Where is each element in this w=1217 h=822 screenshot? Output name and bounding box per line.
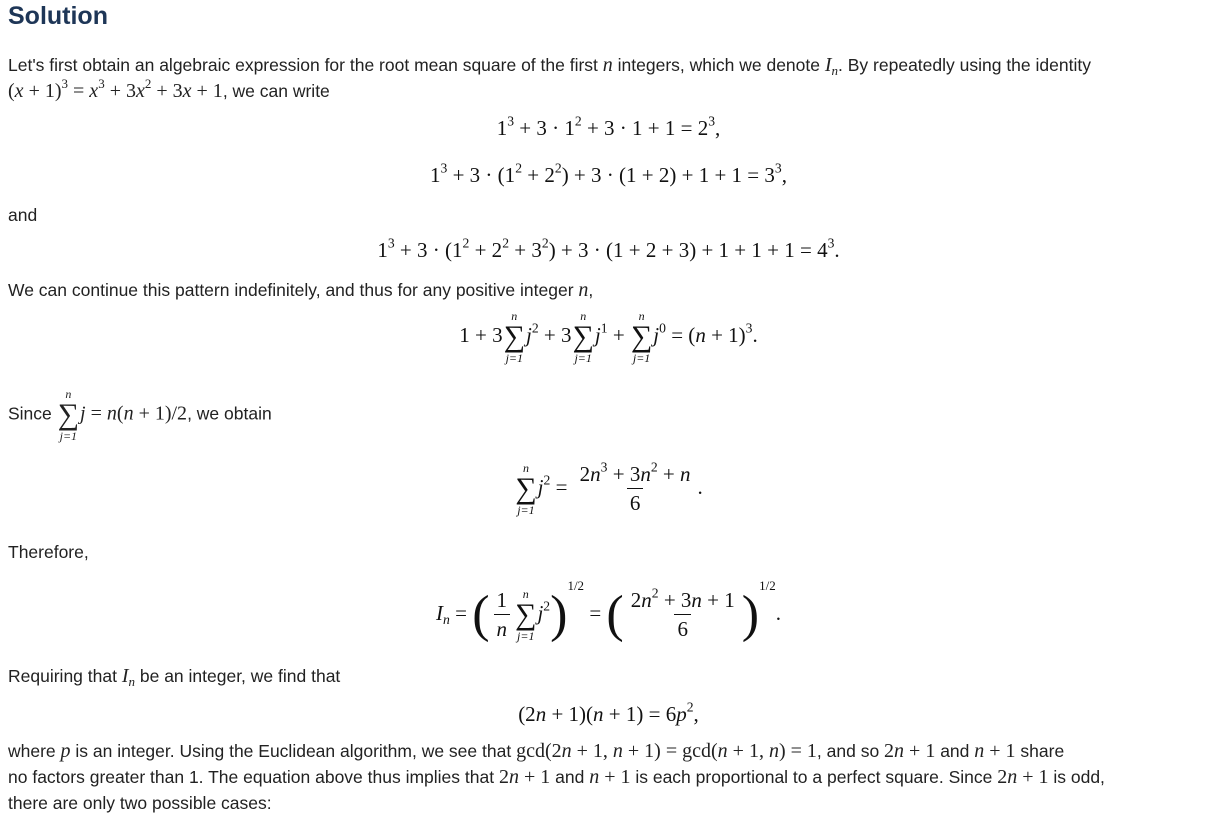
continue-paragraph: We can continue this pattern indefinitely, and thus for any positive integer n, [8, 279, 594, 301]
equation-1: $1^3 + 3 \cdot 1^2 + 3 \cdot 1 + 1 = 2^3$, [496, 113, 721, 140]
since-paragraph: Since n ∑ j=1 j = n(n + 1)/2, we obtain [8, 387, 272, 443]
therefore-label: Therefore, [8, 542, 89, 562]
requiring-paragraph: Requiring that $I_n$ be an integer, we find that [8, 665, 341, 689]
equation-2: $1^3 + 3 \cdot (1^2 + 2^2) + 3 \cdot (1 + 2) + 1 + 1 = 3^3$, [430, 160, 787, 187]
equation-rms: $I_n$ = ( $\frac{1}{n}$ n ∑ j=1 $j^2)^{1/2}$ = ( $\frac{2n^2 + 3n + 1}{6}$ )$^{1/2}$. [436, 578, 781, 644]
and-label: and [8, 205, 38, 225]
intro-paragraph: Let's first obtain an algebraic expression for the root mean square of the first n integers, which we denote $I_n$. By repeatedly using the identity $(x + 1)^3 = x^3 + 3x^2 + 3x + 1$, we can write [8, 54, 1091, 102]
equation-3: $1^3 + 3 \cdot (1^2 + 2^2 + 3^2) + 3 \cdot (1 + 2 + 3) + 1 + 1 + 1 = 4^3$. [377, 235, 840, 262]
section-title: Solution [8, 2, 108, 30]
equation-sum-identity: 1 + 3 n ∑ j=1 $j^2 + 3$ n ∑ j=1 $j^1$ + n ∑ j=1 $j^0 = (n + 1)^3$. [459, 309, 758, 365]
equation-integer: $(2n + 1)(n + 1) = 6p^2$, [518, 699, 699, 726]
where-paragraph: where p is an integer. Using the Euclidean algorithm, we see that gcd(2n + 1, n + 1) = gcd(n + 1, n) = 1, and so 2n + 1 and n + 1 share no factors greater than 1. The equation above thus implies that 2n + 1 and n + 1 is each proportional to a perfect square. Since 2n + 1 is odd, there are only two possible cases: [8, 740, 1105, 813]
equation-sum-squares: n ∑ j=1 $j^2$ = $\frac{2n^3 + 3n^2 + n}{6}$ . [515, 459, 703, 517]
